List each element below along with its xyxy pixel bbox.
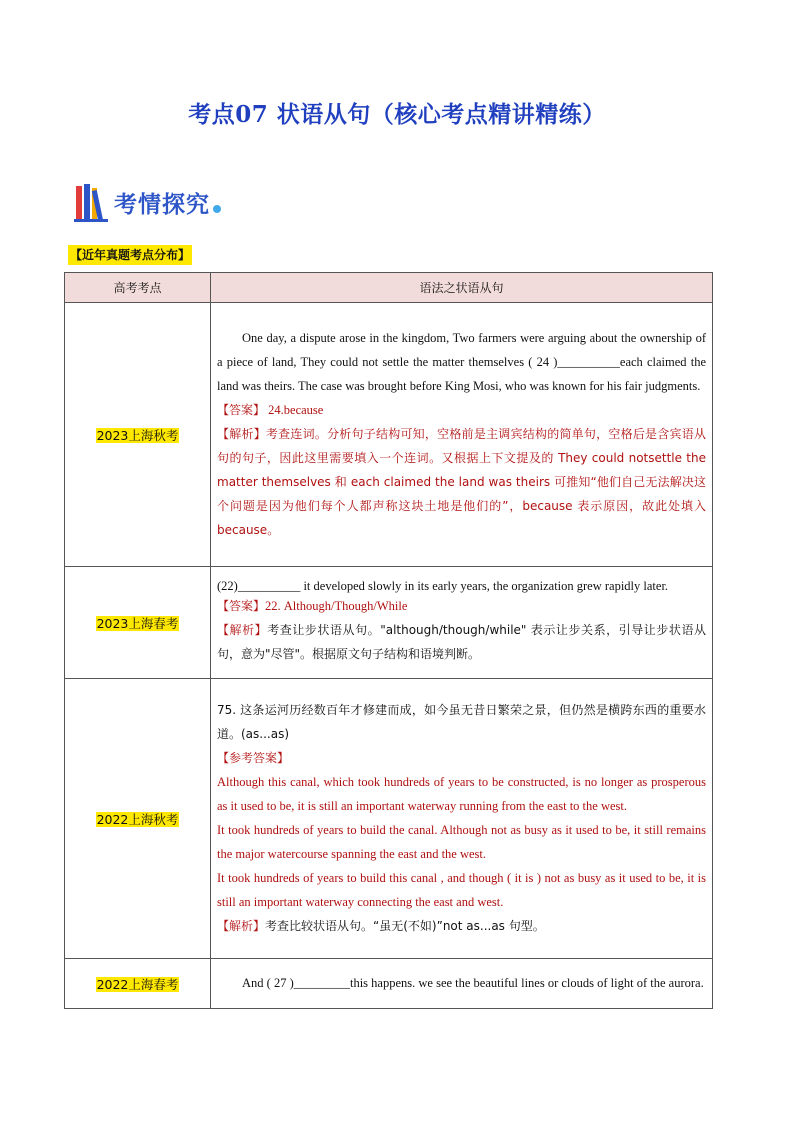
exam-cell <box>65 679 211 959</box>
reference-answer-label: 【参考答案】 <box>217 750 290 765</box>
answer-text: Although this canal, which took hundreds of years to be constructed, is no longer as prosperous as it used to be, it is still an important waterway running from the east to the west. <box>217 774 706 813</box>
analysis-text: 考查比较状语从句。“虽无(不如)”not as...as 句型。 <box>265 918 545 933</box>
analysis-text: 考查让步状语从句。"although/though/while" 表示让步关系，引导让步状语从句，意为"尽管"。根据原文句子结构和语境判断。 <box>217 622 706 661</box>
logo-text: 考情探究 <box>114 191 210 218</box>
answer-label: 【答案】 <box>217 598 266 613</box>
exam-tag: 2022上海秋考 <box>96 811 179 827</box>
answer-text: 24.because <box>265 402 324 417</box>
content-cell <box>211 303 713 567</box>
question-text: 75. 这条运河历经数百年才修建而成，如今虽无昔日繁荣之景，但仍然是横跨东西的重要水道。(as...as) <box>217 702 706 741</box>
table-header-row <box>65 273 713 303</box>
header-exam-point: 高考考点 <box>65 273 211 303</box>
exam-tag: 2023上海秋考 <box>96 427 179 443</box>
table-row <box>65 679 713 959</box>
exam-cell <box>65 567 211 679</box>
exam-table <box>64 272 713 1009</box>
content-cell <box>211 959 713 1009</box>
question-text: (22)__________ it developed slowly in its early years, the organization grew rapidly later. <box>217 578 669 593</box>
analysis-label: 【解析】 <box>217 426 266 441</box>
table-row <box>65 303 713 567</box>
exam-cell <box>65 303 211 567</box>
answer-text: 22. Although/Though/While <box>265 598 408 613</box>
header-grammar: 语法之状语从句 <box>211 273 713 303</box>
analysis-label: 【解析】 <box>217 918 266 933</box>
books-icon <box>74 182 110 222</box>
question-text: And ( 27 )_________this happens. we see the beautiful lines or clouds of light of the aurora. <box>242 975 704 990</box>
exam-cell <box>65 959 211 1009</box>
content-cell <box>211 567 713 679</box>
question-text: One day, a dispute arose in the kingdom, Two farmers were arguing about the ownership of a piece of land, They could not settle the matter themselves ( 24 )__________each claimed the land was theirs. The case was brought before King Mosi, who was known for his fair judgments. <box>217 330 706 393</box>
answer-text: It took hundreds of years to build this canal , and though ( it is ) not as busy as it used to be, it is still an important waterway connecting the east and west. <box>217 870 706 909</box>
answer-text: It took hundreds of years to build the canal. Although not as busy as it used to be, it still remains the major watercourse spanning the east and the west. <box>217 822 706 861</box>
page-title: 考点07 状语从句（核心考点精讲精练） <box>188 101 606 128</box>
content-cell <box>211 679 713 959</box>
answer-label: 【答案】 <box>217 402 266 417</box>
section-label: 【近年真题考点分布】 <box>68 245 192 265</box>
exam-tag: 2023上海春考 <box>96 615 179 631</box>
table-row <box>65 567 713 679</box>
analysis-label: 【解析】 <box>217 622 268 637</box>
analysis-text: 考查连词。分析句子结构可知，空格前是主调宾结构的简单句，空格后是含宾语从句的句子，因此这里需要填入一个连词。又根据上下文提及的 They could notsettle the matter themselves 和 each claimed the land was theirs 可推知“他们自己无法解决这个问题是因为他们每个人都声称这块土地是他们的”，because 表示原因，故此处填入 because。 <box>217 426 706 537</box>
table-row <box>65 959 713 1009</box>
logo-dot <box>213 205 221 213</box>
exam-tag: 2022上海春考 <box>96 976 179 992</box>
section-logo <box>74 180 221 224</box>
